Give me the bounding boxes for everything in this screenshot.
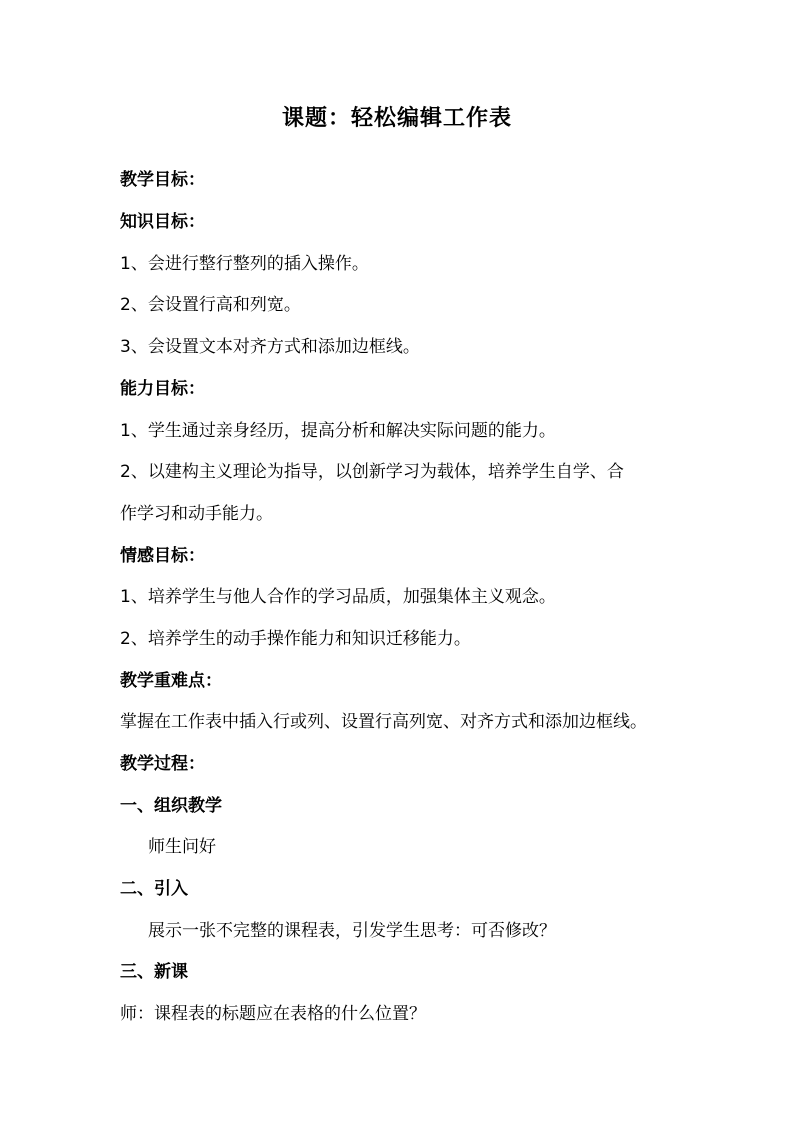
step-1-heading: 一、组织教学 xyxy=(120,796,222,816)
knowledge-item-1: 1、会进行整行整列的插入操作。 xyxy=(120,254,369,274)
ability-item-2-line-2: 作学习和动手能力。 xyxy=(120,504,273,524)
key-points-text: 掌握在工作表中插入行或列、设置行高列宽、对齐方式和添加边框线。 xyxy=(120,712,647,732)
emotion-item-2: 2、培养学生的动手操作能力和知识迁移能力。 xyxy=(120,629,471,649)
heading-key-points: 教学重难点： xyxy=(120,671,222,691)
step-2-text: 展示一张不完整的课程表，引发学生思考：可否修改？ xyxy=(148,921,556,941)
step-2-heading: 二、引入 xyxy=(120,879,188,899)
knowledge-item-3: 3、会设置文本对齐方式和添加边框线。 xyxy=(120,337,420,357)
heading-emotion-goals: 情感目标： xyxy=(120,546,205,566)
heading-knowledge-goals: 知识目标： xyxy=(120,212,205,232)
emotion-item-1: 1、培养学生与他人合作的学习品质，加强集体主义观念。 xyxy=(120,587,556,607)
heading-ability-goals: 能力目标： xyxy=(120,379,205,399)
step-1-text: 师生问好 xyxy=(148,837,216,857)
heading-teaching-goals: 教学目标： xyxy=(120,170,205,190)
step-3-text: 师：课程表的标题应在表格的什么位置？ xyxy=(120,1004,426,1024)
ability-item-2-line-1: 2、以建构主义理论为指导，以创新学习为载体，培养学生自学、合 xyxy=(120,462,624,482)
knowledge-item-2: 2、会设置行高和列宽。 xyxy=(120,295,301,315)
document-title: 课题：轻松编辑工作表 xyxy=(281,106,512,131)
step-3-heading: 三、新课 xyxy=(120,962,188,982)
heading-process: 教学过程： xyxy=(120,754,205,774)
ability-item-1: 1、学生通过亲身经历，提高分析和解决实际问题的能力。 xyxy=(120,421,556,441)
